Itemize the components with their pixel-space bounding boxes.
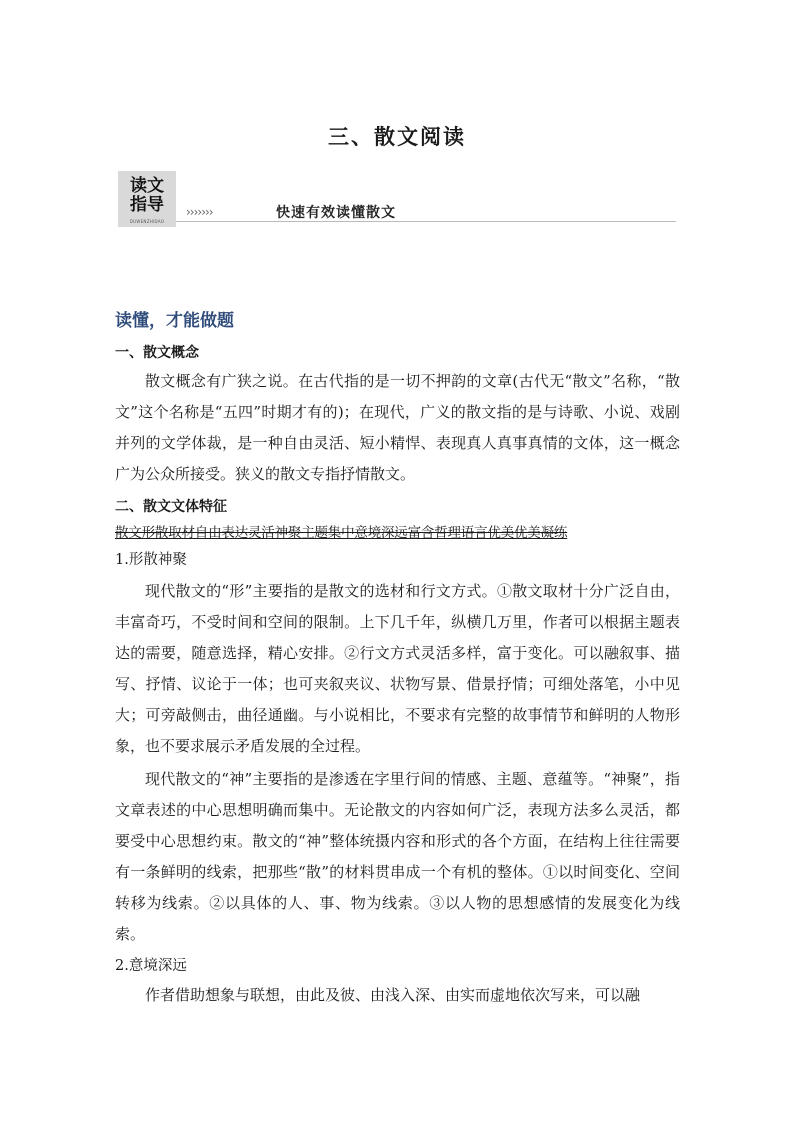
banner-divider bbox=[176, 221, 676, 222]
main-content bbox=[115, 306, 680, 1011]
section-title: 读懂，才能做题 bbox=[115, 311, 234, 331]
heading-prose-features: 二、散文文体特征 bbox=[115, 499, 227, 515]
badge-subtitle: DUWENZHIDAO bbox=[129, 219, 165, 224]
page-title: 三、散文阅读 bbox=[328, 124, 466, 149]
paragraph-spirit: 现代散文的“神”主要指的是渗透在字里行间的情感、主题、意蕴等。“神聚”，指文章表述的中心思想明确而集中。无论散文的内容如何广泛，表现方法多么灵活，都要受中心思想约束。散文的“神”整体统摄内容和形式的各个方面，在结构上往往需要有一条鲜明的线索，把那些“散”的材料贯串成一个有机的整体。①以时间变化、空间转移为线索。②以具体的人、事、物为线索。③以人物的思想感情的发展变化为线索。 bbox=[115, 770, 680, 943]
badge-line-2: 指导 bbox=[130, 195, 164, 215]
reading-guide-badge bbox=[118, 171, 176, 227]
paragraph-artistic-conception: 作者借助想象与联想，由此及彼、由浅入深、由实而虚地依次写来，可以融 bbox=[145, 986, 641, 1004]
reading-guide-banner bbox=[118, 171, 676, 227]
chevron-arrows-icon: ››››››› bbox=[186, 205, 213, 219]
struck-summary-line: 散文形散取材自由表达灵活神聚主题集中意境深远富含哲理语言优美优美凝练 bbox=[115, 525, 568, 541]
banner-text: 快速有效读懂散文 bbox=[276, 205, 396, 221]
subheading-artistic-conception: 2.意境深远 bbox=[115, 958, 187, 974]
heading-prose-concept: 一、散文概念 bbox=[115, 345, 199, 361]
badge-line-1: 读文 bbox=[130, 176, 164, 196]
paragraph-form: 现代散文的“形”主要指的是散文的选材和行文方式。①散文取材十分广泛自由，丰富奇巧，不受时间和空间的限制。上下几千年，纵横几万里，作者可以根据主题表达的需要，随意选择，精心安排。②行文方式灵活多样，富于变化。可以融叙事、描写、抒情、议论于一体；也可夹叙夹议、状物写景、借景抒情；可细处落笔，小中见大；可旁敲侧击，曲径通幽。与小说相比，不要求有完整的故事情节和鲜明的人物形象，也不要求展示矛盾发展的全过程。 bbox=[115, 582, 680, 755]
subheading-form-spirit: 1.形散神聚 bbox=[115, 552, 187, 568]
paragraph-prose-concept: 散文概念有广狭之说。在古代指的是一切不押韵的文章(古代无“散文”名称，“散文”这个名称是“五四”时期才有的)；在现代，广义的散文指的是与诗歌、小说、戏剧并列的文学体裁，是一种自由灵活、短小精悍、表现真人真事真情的文体，这一概念广为公众所接受。狭义的散文专指抒情散文。 bbox=[115, 372, 680, 483]
